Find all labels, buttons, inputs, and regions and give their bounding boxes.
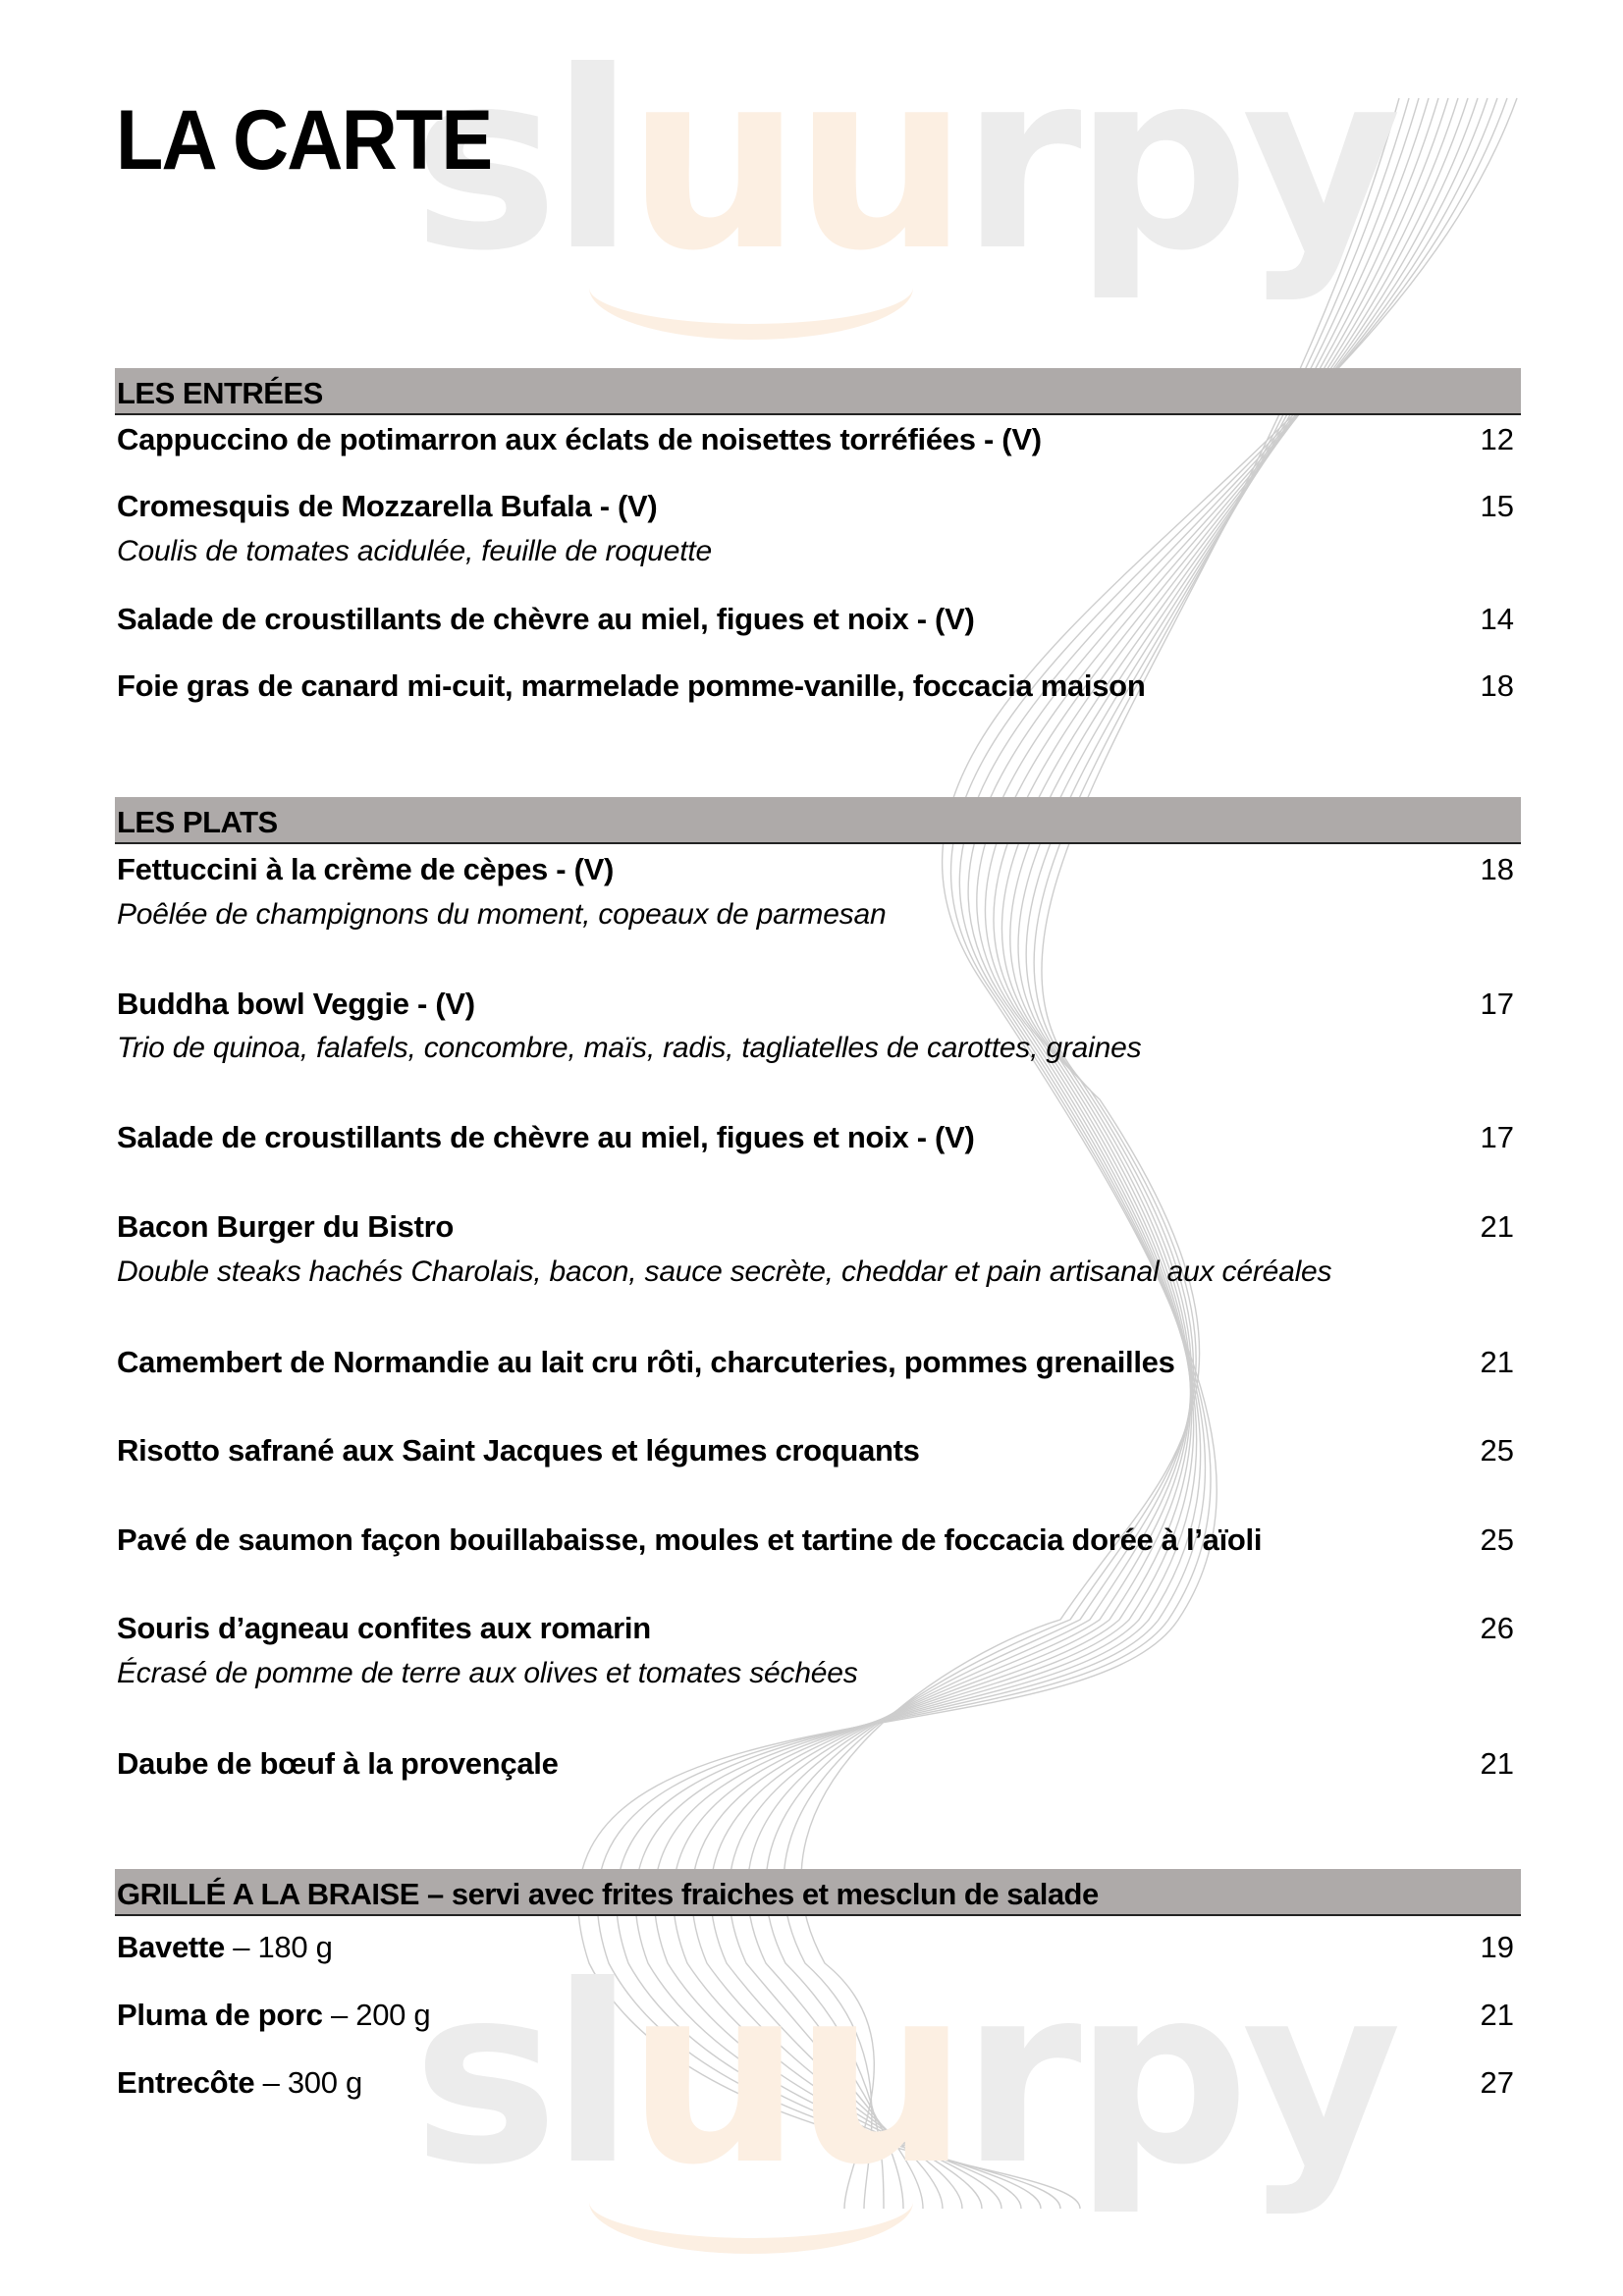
section-header-label: LES ENTRÉES [117,376,323,410]
item-price: 21 [1480,1746,1514,1781]
watermark-text: uu [626,1933,961,2218]
item-name: Camembert de Normandie au lait cru rôti, charcuteries, pommes grenailles [117,1345,1175,1379]
item-price: 19 [1480,1930,1514,1964]
menu-item [117,1930,1514,1969]
item-price: 14 [1480,602,1514,636]
item-price: 27 [1480,2065,1514,2100]
section-header-entrees [115,368,1521,415]
item-weight: – 200 g [322,1998,431,2032]
item-name [117,1930,333,1965]
item-name: Fettuccini à la crème de cèpes - (V) [117,852,615,886]
item-description: Double steaks hachés Charolais, bacon, sauce secrète, cheddar et pain artisanal aux céréales [117,1255,1332,1288]
item-name: Cromesquis de Mozzarella Bufala - (V) [117,489,658,523]
menu-item [117,852,1514,891]
menu-item [117,987,1514,1026]
watermark-text: rpy [960,19,1394,304]
item-price: 17 [1480,1120,1514,1154]
menu-item [117,1209,1514,1249]
item-name: Buddha bowl Veggie - (V) [117,987,475,1021]
item-price: 21 [1480,1345,1514,1379]
item-name-text: Bavette [117,1930,225,1964]
menu-item [117,1998,1514,2037]
item-name: Souris d’agneau confites aux romarin [117,1611,651,1645]
item-description: Écrasé de pomme de terre aux olives et tomates séchées [117,1657,858,1689]
menu-item [117,1522,1514,1562]
page-title: LA CARTE [116,93,492,187]
item-name: Bacon Burger du Bistro [117,1209,455,1244]
section-header-label [117,1877,1099,1912]
section-header-plats [115,797,1521,844]
section-header-label: LES PLATS [117,805,278,839]
menu-item [117,668,1514,708]
watermark-text: sl [412,19,627,304]
item-name: Cappuccino de potimarron aux éclats de noisettes torréfiées - (V) [117,422,1042,456]
watermark-text: uu [626,19,961,304]
item-name [117,2065,362,2101]
menu-item [117,1345,1514,1384]
menu-item [117,1746,1514,1786]
item-price: 18 [1480,852,1514,886]
menu-item [117,1433,1514,1472]
item-name: Pavé de saumon façon bouillabaisse, moules et tartine de foccacia dorée à l’aïoli [117,1522,1263,1557]
item-name: Salade de croustillants de chèvre au miel, figues et noix - (V) [117,1120,975,1154]
item-name: Salade de croustillants de chèvre au miel, figues et noix - (V) [117,602,975,636]
section-header-title: GRILLÉ A LA BRAISE [117,1877,419,1911]
menu-item [117,2065,1514,2105]
item-price: 18 [1480,668,1514,703]
section-header-grille [115,1869,1521,1916]
item-price: 12 [1480,422,1514,456]
item-price: 21 [1480,1209,1514,1244]
item-description: Poêlée de champignons du moment, copeaux de parmesan [117,898,887,931]
item-name-text: Entrecôte [117,2065,255,2100]
watermark-text: rpy [960,1933,1394,2218]
item-name [117,1998,430,2033]
menu-item [117,1120,1514,1159]
section-header-subtitle: – servi avec frites fraiches et mesclun de salade [418,1877,1099,1911]
menu-item [117,422,1514,461]
watermark-smile-icon [589,2150,913,2254]
item-name: Risotto safrané aux Saint Jacques et légumes croquants [117,1433,920,1468]
item-price: 25 [1480,1522,1514,1557]
menu-item [117,602,1514,641]
item-price: 17 [1480,987,1514,1021]
item-price: 21 [1480,1998,1514,2032]
item-name-text: Pluma de porc [117,1998,323,2032]
item-price: 15 [1480,489,1514,523]
item-weight: – 180 g [224,1930,333,1964]
item-weight: – 300 g [254,2065,362,2100]
watermark-text: sl [412,1933,627,2218]
item-name: Daube de bœuf à la provençale [117,1746,559,1781]
menu-item [117,1611,1514,1650]
watermark-smile-icon [589,236,913,340]
item-description: Trio de quinoa, falafels, concombre, maïs, radis, tagliatelles de carottes, graines [117,1032,1142,1064]
item-description: Coulis de tomates acidulée, feuille de roquette [117,535,712,567]
item-name: Foie gras de canard mi-cuit, marmelade pomme-vanille, foccacia maison [117,668,1146,703]
menu-item [117,489,1514,528]
item-price: 26 [1480,1611,1514,1645]
item-price: 25 [1480,1433,1514,1468]
watermark-logo-top [412,19,1394,304]
